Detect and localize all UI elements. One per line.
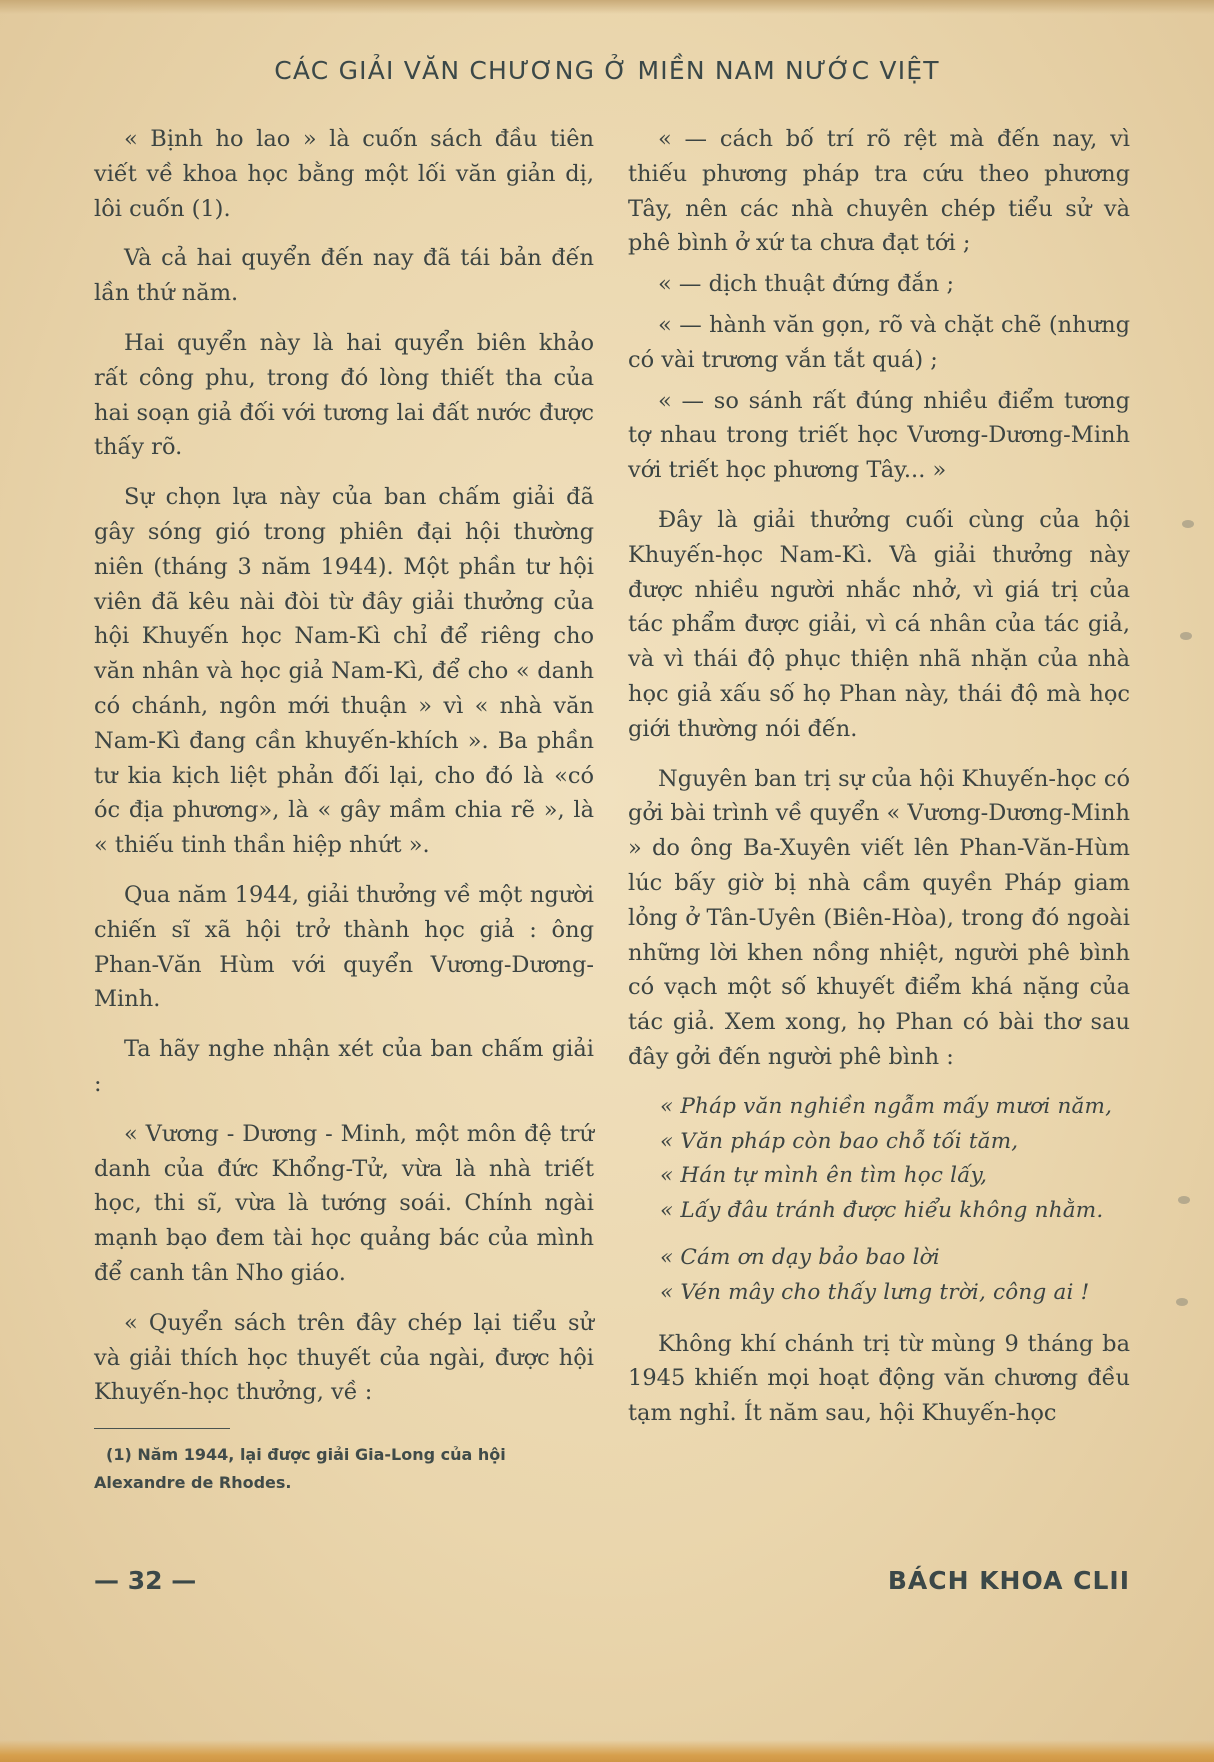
- paragraph: Hai quyển này là hai quyển biên khảo rất công phu, trong đó lòng thiết tha của hai soạn giả đối với tương lai đất nước được thấy rõ.: [94, 329, 594, 461]
- right-column: [628, 122, 1130, 1446]
- poem-line: « Lấy đâu tránh được hiểu không nhằm.: [660, 1198, 1104, 1224]
- paragraph: « Quyển sách trên đây chép lại tiểu sử và giải thích học thuyết của ngài, được hội Khuyến-học thưởng, về :: [94, 1309, 594, 1406]
- magazine-issue: BÁCH KHOA CLII: [887, 1566, 1130, 1595]
- paragraph: « — hành văn gọn, rõ và chặt chẽ (nhưng có vài trương vắn tắt quá) ;: [628, 311, 1130, 373]
- footnote: (1) Năm 1944, lại được giải Gia-Long của hội Alexandre de Rhodes.: [94, 1445, 506, 1493]
- paragraph: « Vương - Dương - Minh, một môn đệ trứ danh của đức Khổng-Tử, vừa là nhà triết học, thi sĩ, vừa là tướng soái. Chính ngài mạnh bạo đem tài học quảng bác của mình để canh tân Nho giáo.: [94, 1120, 594, 1286]
- poem-line: « Pháp văn nghiền ngẫm mấy mươi năm,: [660, 1093, 1113, 1119]
- paragraph: « — cách bố trí rõ rệt mà đến nay, vì thiếu phương pháp tra cứu theo phương Tây, nên các nhà chuyên chép tiểu sử và phê bình ở xứ ta chưa đạt tới ;: [628, 126, 1130, 257]
- paragraph: « Bịnh ho lao » là cuốn sách đầu tiên viết về khoa học bằng một lối văn giản dị, lôi cuốn (1).: [94, 126, 594, 222]
- running-header: CÁC GIẢI VĂN CHƯƠNG Ở MIỀN NAM NƯỚC VIỆT: [274, 56, 940, 85]
- ink-smudge-icon: [1178, 1196, 1190, 1204]
- ink-smudge-icon: [1180, 632, 1192, 640]
- ink-smudge-icon: [1182, 520, 1194, 528]
- paragraph: Nguyên ban trị sự của hội Khuyến-học có gởi bài trình về quyển « Vương-Dương-Minh » do ông Ba-Xuyên viết lên Phan-Văn-Hùm lúc bấy giờ bị nhà cầm quyền Pháp giam lỏng ở Tân-Uyên (Biên-Hòa), trong đó ngoài những lời khen nồng nhiệt, người phê bình có vạch một số khuyết điểm khá nặng của tác giả. Xem xong, họ Phan có bài thơ sau đây gởi đến người phê bình :: [628, 765, 1130, 1070]
- paragraph: « — so sánh rất đúng nhiều điểm tương tợ nhau trong triết học Vương-Dương-Minh với triết học phương Tây... »: [628, 387, 1130, 484]
- paragraph: Không khí chánh trị từ mùng 9 tháng ba 1945 khiến mọi hoạt động văn chương đều tạm nghỉ. Ít năm sau, hội Khuyến-học: [628, 1330, 1130, 1427]
- paragraph: Ta hãy nghe nhận xét của ban chấm giải :: [94, 1036, 594, 1097]
- poem-line: « Hán tự mình ên tìm học lấy,: [660, 1163, 988, 1189]
- footnote-divider: [94, 1428, 230, 1429]
- paragraph: Và cả hai quyển đến nay đã tái bản đến lần thứ năm.: [94, 245, 594, 307]
- left-column: [94, 122, 594, 1497]
- page-number: — 32 —: [94, 1566, 197, 1595]
- ink-smudge-icon: [1176, 1298, 1188, 1306]
- poem-line: « Văn pháp còn bao chỗ tối tăm,: [660, 1128, 1019, 1154]
- paragraph: Sự chọn lựa này của ban chấm giải đã gây sóng gió trong phiên đại hội thường niên (tháng 3 năm 1944). Một phần tư hội viên đã kêu nài đòi từ đây giải thưởng của hội Khuyến học Nam-Kì chỉ để riêng cho văn nhân và học giả Nam-Kì, để cho « danh có chánh, ngôn mới thuận » vì « nhà văn Nam-Kì đang cần khuyến-khích ». Ba phần tư kia kịch liệt phản đối lại, cho đó là «có óc địa phương», là « gây mầm chia rẽ », là « thiếu tinh thần hiệp nhứt ».: [94, 484, 594, 859]
- paragraph: Qua năm 1944, giải thưởng về một người chiến sĩ xã hội trở thành học giả : ông Phan-Văn Hùm với quyển Vương-Dương-Minh.: [94, 881, 594, 1013]
- poem-line: « Cám ơn dạy bảo bao lời: [660, 1244, 940, 1270]
- paragraph: Đây là giải thưởng cuối cùng của hội Khuyến-học Nam-Kì. Và giải thưởng này được nhiều người nhắc nhở, vì giá trị của tác phẩm được giải, vì cá nhân của tác giả, và vì thái độ phục thiện nhã nhặn của nhà học giả xấu số họ Phan này, thái độ mà học giới thường nói đến.: [628, 506, 1130, 742]
- paragraph: « — dịch thuật đứng đắn ;: [658, 271, 955, 298]
- poem-line: « Vén mây cho thấy lưng trời, công ai !: [660, 1279, 1090, 1305]
